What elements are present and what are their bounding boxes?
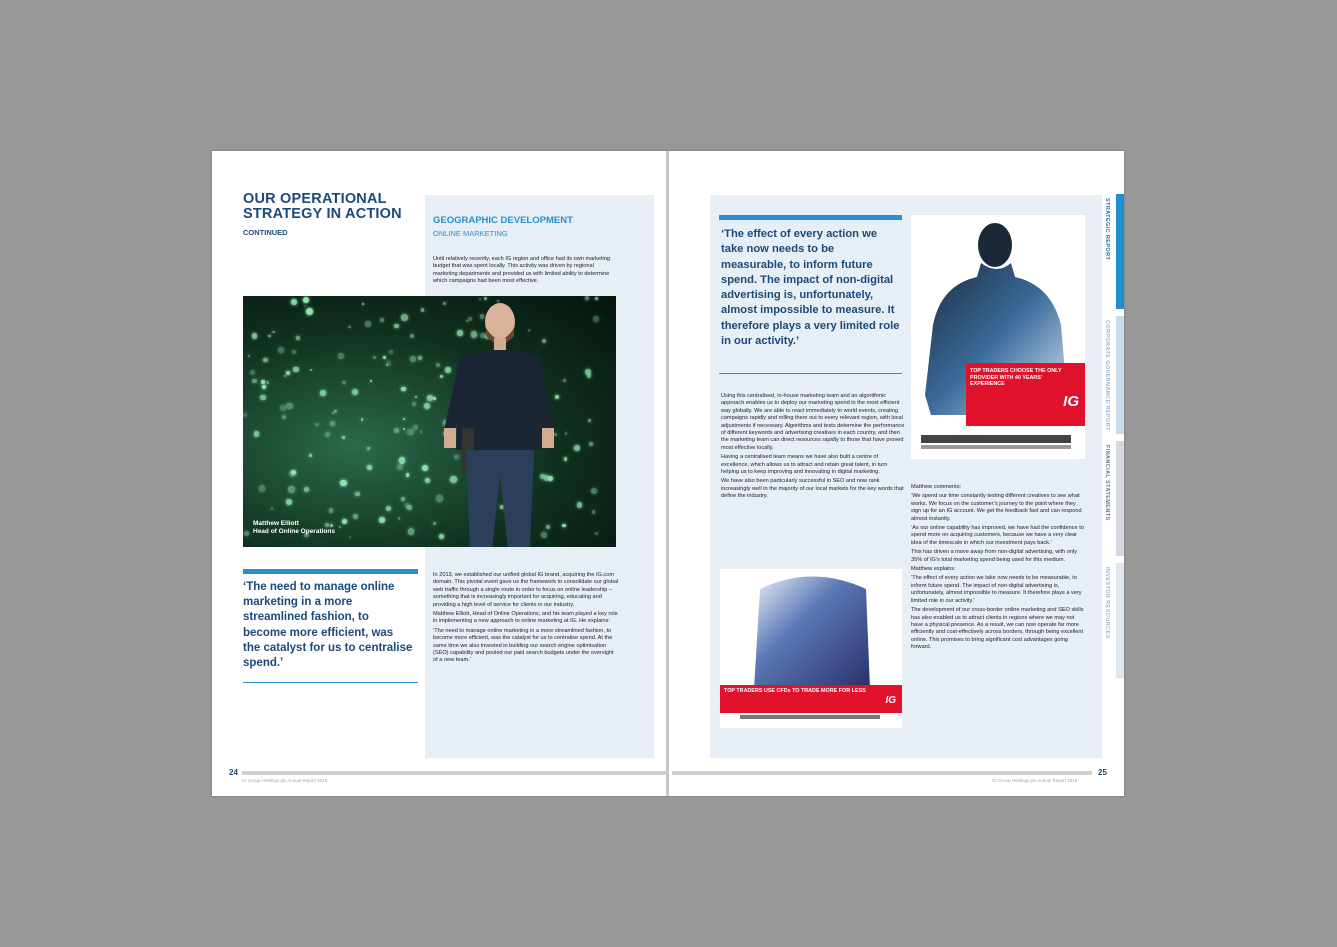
person-figure <box>438 300 558 547</box>
light-dot <box>362 303 364 305</box>
ad1-banner <box>966 363 1085 426</box>
light-dot <box>244 531 249 536</box>
light-dot <box>320 390 325 395</box>
light-dot <box>565 432 567 434</box>
ad2-headline: TOP TRADERS USE CFDs TO TRADE MORE FOR LESS <box>724 688 866 694</box>
light-dot <box>589 442 593 446</box>
page-fold <box>666 151 669 796</box>
footer-text-left: IG Group Holdings plc Annual Report 2016 <box>242 778 328 783</box>
light-dot <box>410 356 416 362</box>
light-dot <box>367 465 372 470</box>
light-dot <box>564 457 568 461</box>
light-dot <box>577 502 583 508</box>
light-dot <box>342 519 347 524</box>
light-dot <box>595 297 597 299</box>
light-dot <box>329 508 333 512</box>
footer-rule-right <box>672 771 1092 775</box>
light-dot <box>373 356 376 359</box>
tab-financial-statements[interactable]: FINANCIAL STATEMENTS <box>1116 441 1124 556</box>
light-dot <box>433 522 435 524</box>
ad1-ig-logo: IG <box>1063 393 1079 410</box>
light-dot <box>380 318 385 323</box>
intro-paragraph: Until relatively recently, each IG region and office had its own marketing budget that was spent locally. This activity was driven by regional marketing departments and provided us with limited ability to determine which campaigns had been most effective. <box>433 256 611 285</box>
continued-label: CONTINUED <box>243 228 288 237</box>
light-dot <box>288 486 294 492</box>
light-dot <box>422 465 428 471</box>
light-dot <box>293 367 298 372</box>
light-dot <box>394 324 399 329</box>
light-dot <box>412 402 416 406</box>
light-dot <box>367 447 369 449</box>
light-dot <box>394 428 399 433</box>
tab-corporate-governance[interactable]: CORPORATE GOVERNANCE REPORT <box>1116 316 1124 434</box>
light-dot <box>254 431 260 437</box>
light-dot <box>370 380 372 382</box>
quote-bar-top <box>243 569 418 574</box>
light-dot <box>424 403 430 409</box>
light-dot <box>349 536 351 538</box>
light-dot <box>398 517 401 520</box>
light-dot <box>340 480 346 486</box>
light-dot <box>410 334 414 338</box>
light-dot <box>433 397 436 400</box>
light-dot <box>353 514 358 519</box>
light-dot <box>405 503 409 507</box>
light-dot <box>304 487 309 492</box>
light-dot <box>413 425 418 430</box>
geo-subheading: ONLINE MARKETING <box>433 229 508 238</box>
light-dot <box>252 333 258 339</box>
light-dot <box>352 389 359 396</box>
light-dot <box>355 492 359 496</box>
pull-quote-left: ‘The need to manage online marketing in a more streamlined fashion, to become more efficient, was the catalyst for us to centralise spend.’ <box>243 581 413 670</box>
light-dot <box>278 347 284 353</box>
light-dot <box>379 517 385 523</box>
light-dot <box>593 316 599 322</box>
light-dot <box>286 371 290 375</box>
light-dot <box>401 497 405 501</box>
ad1-headline: TOP TRADERS CHOOSE THE ONLY PROVIDER WITH 40 YEARS’ EXPERIENCE <box>970 368 1062 387</box>
light-dot <box>243 413 247 417</box>
light-dot <box>562 524 566 528</box>
light-dot <box>425 478 430 483</box>
left-body: In 2013, we established our unified global IG brand, acquiring the IG.com domain. This pivotal event gave us the framework to consolidate our global web traffic through a single route in order to focus on online leadership – something that is increasingly important for acquiring, educating and providing a high level of service for clients in our industry. Matthew Elliott, Head of Online Operations, and his team played a key role in implementing a new approach to online marketing at IG. He explains: ‘The need to manage online marketing in a more streamlined fashion, to become more efficient, was the catalyst for us to centralise spend. At the same time we also invested in building our search engine optimisation (SEO) capability and pooled our paid search budgets under the oversight of a new team.’ <box>433 572 619 664</box>
light-dot <box>266 381 269 384</box>
geo-heading: GEOGRAPHIC DEVELOPMENT <box>433 215 573 226</box>
light-dot <box>252 379 257 384</box>
light-dot <box>296 336 299 339</box>
light-dot <box>563 379 566 382</box>
light-dot <box>365 321 370 326</box>
light-dot <box>386 361 391 366</box>
light-dot <box>595 532 598 535</box>
light-dot <box>383 356 387 360</box>
light-dot <box>427 395 433 401</box>
advert-top-traders-40-years <box>911 215 1085 459</box>
light-dot <box>588 419 590 421</box>
light-dot <box>268 335 270 337</box>
right-body-col2: Matthew comments: ‘We spend our time constantly testing different creatives to see what works. We focus on the customer’s journey to the point where they sign up for an IG account. We get the feedback fast and can respond almost instantly. ‘As our online capability has improved, we have had the confidence to spend more on acquiring customers, because we have a very clear idea of the timescale in which our investment pays back.’ This has driven a move away from non-digital advertising, with only 35% of IG’s total marketing spend being used for this medium. Matthew explains: ‘The effect of every action we take now needs to be measurable, to inform future spend. The impact of non-digital advertising is, unfortunately, almost impossible to measure. It therefore plays a very limited role in our activity.’ The development of our cross-border online marketing and SEO skills has also enabled us to attract clients in regions where we may not have a physical presence. As a result, we can now operate far more efficiently and cost-effectively across borders, through being excellent online. This promises to bring significant cost advantages going forward. <box>911 484 1084 651</box>
light-dot <box>342 381 346 385</box>
light-dot <box>408 528 414 534</box>
light-dot <box>399 457 406 464</box>
pull-quote-right: ‘The effect of every action we take now needs to be measurable, to inform future spend. The impact of non-digital advertising is, unfortunately, almost impossible to measure. It therefore plays a very limited role in our activity.’ <box>721 228 900 348</box>
light-dot <box>315 423 319 427</box>
light-dot <box>332 412 334 414</box>
light-dot <box>304 305 306 307</box>
light-dot <box>309 454 312 457</box>
light-dot <box>585 296 589 300</box>
light-dot <box>421 308 424 311</box>
tab-investor-resources[interactable]: INVESTOR RESOURCES <box>1116 563 1124 678</box>
light-dot <box>401 387 406 392</box>
light-dot <box>292 350 296 354</box>
light-dot <box>406 473 410 477</box>
ad2-banner <box>720 685 902 713</box>
tab-strategic-report[interactable]: STRATEGIC REPORT <box>1116 194 1124 309</box>
page-number-right: 25 <box>1098 768 1107 777</box>
light-dot <box>250 370 255 375</box>
light-dot <box>259 485 266 492</box>
light-dot <box>592 510 595 513</box>
portrait-photo <box>243 296 616 547</box>
light-dot <box>389 350 393 354</box>
quote-line-bottom <box>243 682 418 683</box>
light-dot <box>418 356 422 360</box>
light-dot <box>261 380 265 384</box>
light-dot <box>282 415 286 419</box>
quote-bar-top-right <box>719 215 902 220</box>
quote-line-bottom-right <box>719 373 902 374</box>
light-dot <box>272 331 275 334</box>
light-dot <box>420 431 423 434</box>
light-dot <box>330 421 335 426</box>
light-dot <box>248 355 251 358</box>
right-body-col1: Using this centralised, in-house marketing team and an algorithmic approach enables us to deploy our marketing spend in the most efficient way globally. We are able to react immediately to world events, creating campaigns rapidly and rolling them out to every relevant region, with local adjustments if necessary. Algorithms and tests determine the performance of different keywords and advertising creatives in each country, and then the marketing team can direct resources rapidly to those that have proved most effective locally. Having a centralised team means we have also built a centre of excellence, which allows us to attract and retain great talent, in turn helping us to keep improving and innovating in digital marketing. We have also been particularly successful in SEO and now rank increasingly well in the majority of our local markets for the key words that define the industry. <box>721 393 905 500</box>
light-dot <box>403 428 405 430</box>
light-dot <box>325 432 330 437</box>
light-dot <box>574 445 580 451</box>
advert-top-traders-cfds <box>720 569 902 728</box>
photo-caption: Matthew Elliott Head of Online Operations <box>253 520 335 535</box>
page-number-left: 24 <box>229 768 238 777</box>
light-dot <box>397 464 403 470</box>
light-dot <box>310 369 312 371</box>
light-dot <box>280 405 286 411</box>
light-dot <box>286 499 292 505</box>
light-dot <box>591 488 598 495</box>
footer-rule-left <box>242 771 666 775</box>
light-dot <box>286 403 293 410</box>
light-dot <box>284 375 287 378</box>
ad2-ig-logo: IG <box>885 695 896 706</box>
light-dot <box>361 418 363 420</box>
section-title: OUR OPERATIONAL STRATEGY IN ACTION <box>243 191 402 222</box>
report-spread <box>212 151 1124 796</box>
light-dot <box>415 396 417 398</box>
light-dot <box>334 410 336 412</box>
light-dot <box>407 429 414 436</box>
light-dot <box>291 470 296 475</box>
light-dot <box>342 436 345 439</box>
light-dot <box>348 326 351 329</box>
light-dot <box>386 506 392 512</box>
light-dot <box>303 297 309 303</box>
light-dot <box>291 299 297 305</box>
light-dot <box>262 385 266 389</box>
light-dot <box>263 358 267 362</box>
light-dot <box>306 308 313 315</box>
light-dot <box>260 395 265 400</box>
light-dot <box>271 507 273 509</box>
light-dot <box>401 314 408 321</box>
light-dot <box>338 353 344 359</box>
light-dot <box>339 526 341 528</box>
light-dot <box>403 418 405 420</box>
footer-text-right: IG Group Holdings plc Annual Report 2016 <box>992 778 1078 783</box>
